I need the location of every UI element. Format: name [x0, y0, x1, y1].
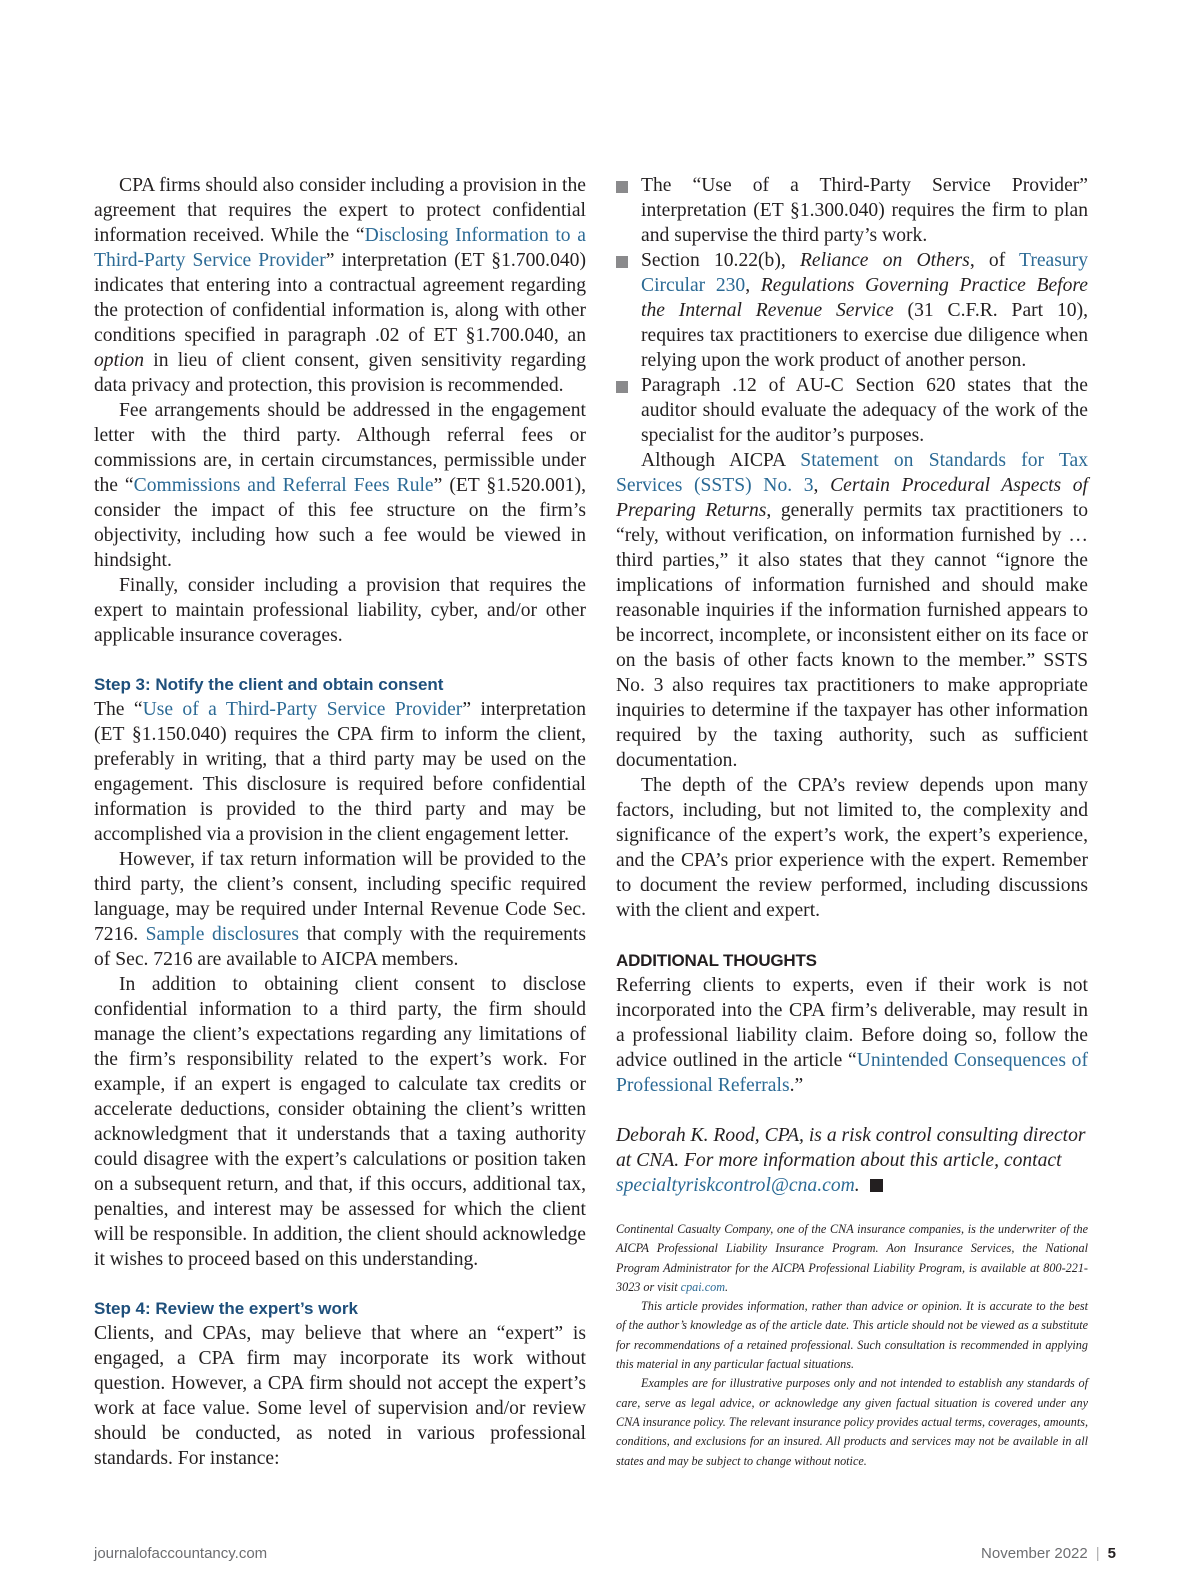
square-bullet-icon [616, 256, 628, 268]
text: . [725, 1279, 729, 1294]
text: ” interpretation (ET §1.150.040) requires the CPA firm to inform the client, preferably in writing, that a third party may be used on the engagement. This disclosure is required before confidential information is provided to the third party and may be accomplished via a provision in the client engagement letter. [94, 699, 586, 845]
footer-date: November 2022 [981, 1545, 1088, 1562]
square-bullet-icon [616, 381, 628, 393]
link-disclosing-information[interactable]: Disclosing Information to a Third-Party Service Provider [94, 225, 586, 271]
text: Paragraph .12 of AU-C Section 620 states that the auditor should evaluate the adequacy of the work of the specialist for the auditor’s purposes. [641, 375, 1088, 446]
text: Although AICPA [641, 450, 801, 471]
list-item [616, 173, 1088, 248]
link-unintended-consequences[interactable]: Unintended Consequences of Professional Referrals [616, 1050, 1089, 1096]
paragraph [94, 173, 586, 398]
text: However, if tax return information will be provided to the third party, the client’s consent, including specific required language, may be required under Internal Revenue Code Sec. 7216. [94, 849, 586, 945]
text: Fee arrangements should be addressed in the engagement letter with the third party. Although referral fees or commissions are, in certain circumstances, permissible under the “ [94, 400, 586, 496]
author-byline [616, 1123, 1088, 1198]
text: Deborah K. Rood, CPA, is a risk control consulting director at CNA. For more information about this article, contact [616, 1125, 1086, 1171]
footer-page-info [981, 1545, 1116, 1562]
text: Continental Casualty Company, one of the CNA insurance companies, is the underwriter of the AICPA Professional Liability Insurance Program. Aon Insurance Services, the National Program Administrator for the AICPA Professional Liability Program, is available at 800-221-3023 or visit [616, 1222, 1088, 1294]
link-use-of-third-party[interactable]: Use of a Third-Party Service Provider [142, 699, 463, 720]
text: , of [969, 250, 1020, 271]
emphasis: Regulations Governing Practice Before the Internal Revenue Service [641, 275, 1088, 321]
list-item [616, 248, 1088, 373]
text: The “Use of a Third-Party Service Provider” interpretation (ET §1.300.040) requires the firm to plan and supervise the third party’s work. [641, 175, 1088, 246]
email-link[interactable]: specialtyriskcontrol@cna.com [616, 1175, 855, 1196]
text: that comply with the requirements of Sec. 7216 are available to AICPA members. [94, 924, 587, 970]
step3-heading: Step 3: Notify the client and obtain consent [94, 675, 444, 694]
additional-thoughts-heading: ADDITIONAL THOUGHTS [616, 951, 817, 970]
disclaimer [616, 1220, 1088, 1471]
text: .” [789, 1075, 804, 1096]
disclaimer-paragraph [616, 1220, 1088, 1297]
list-item [616, 373, 1088, 448]
footer-separator: | [1095, 1545, 1100, 1562]
text: Section 10.22(b), [641, 250, 800, 271]
text: , generally permits tax practitioners to “rely, without verification, on information furnished by … third parties,” it also states that they cannot “ignore the implications of information furnished and should make reasonable inquiries if the information furnished appears to be incorrect, incomplete, or inconsistent either on its face or on the basis of other facts known to the member.” SSTS No. 3 also requires tax practitioners to make appropriate inquiries to determine if the taxpayer has other information required by the taxing authority, such as sufficient documentation. [616, 500, 1089, 771]
text: Referring clients to experts, even if their work is not incorporated into the CPA firm’s deliverable, may result in a professional liability claim. Before doing so, follow the advice outlined in the article “ [616, 975, 1088, 1071]
text: ” interpretation (ET §1.700.040) indicates that entering into a contractual agreement regarding the protection of confidential information is, along with other conditions specified in paragraph .02 of ET §1.700.040, an [94, 250, 586, 346]
disclaimer-paragraph: Examples are for illustrative purposes only and not intended to establish any standards of care, serve as legal advice, or acknowledge any given factual situation is covered under any CNA insurance policy. The relevant insurance policy provides actual terms, coverages, amounts, conditions, and exclusions for an insured. All products and services may not be available in all states and may be subject to change without notice. [616, 1376, 1088, 1468]
step4-heading: Step 4: Review the expert’s work [94, 1299, 358, 1318]
emphasis: Certain Procedural Aspects of Preparing Returns [616, 475, 1089, 521]
text: . [854, 1175, 860, 1196]
end-mark-icon [870, 1179, 883, 1192]
link-commissions-referral-fees[interactable]: Commissions and Referral Fees Rule [133, 475, 434, 496]
paragraph [94, 398, 586, 573]
paragraph [616, 448, 1088, 773]
text: CPA firms should also consider including a provision in the agreement that requires the expert to protect confidential information received. While the “ [94, 175, 586, 246]
left-column [94, 173, 586, 1471]
link-treasury-circular[interactable]: Treasury Circular 230 [641, 250, 1088, 296]
link-cpai[interactable]: cpai.com [680, 1279, 726, 1294]
emphasis: option [94, 350, 145, 371]
text: , [745, 275, 761, 296]
link-ssts-no3[interactable]: Statement on Standards for Tax Services (SSTS) No. 3 [616, 450, 1088, 496]
paragraph [94, 847, 586, 972]
square-bullet-icon [616, 181, 628, 193]
paragraph: In addition to obtaining client consent to disclose confidential information to a third party, the firm should manage the client’s expectations regarding any limitations of the firm’s responsibility related to the expert’s work. For example, if an expert is engaged to calculate tax credits or accelerate deductions, consider obtaining the client’s written acknowledgment that it understands that a taxing authority could disagree with the expert’s calculations or position taken on a subsequent return, and that, if this occurs, additional tax, penalties, and interest may be assessed for which the client will be responsible. In addition, the client should acknowledge it wishes to proceed based on this understanding. [94, 974, 586, 1270]
disclaimer-paragraph: This article provides information, rather than advice or opinion. It is accurate to the best of the author’s knowledge as of the article date. This article should not be viewed as a substitute for recommendations of a retained professional. Such consultation is recommended in applying this material in any particular factual situations. [616, 1299, 1088, 1372]
paragraph [616, 973, 1088, 1098]
footer-site: journalofaccountancy.com [94, 1545, 268, 1562]
paragraph [94, 697, 586, 847]
text: , [813, 475, 831, 496]
text: ” (ET §1.520.001), consider the impact of this fee structure on the firm’s objectivity, including how such a fee would be viewed in hindsight. [94, 475, 586, 571]
text: The “ [94, 699, 143, 720]
link-sample-disclosures[interactable]: Sample disclosures [145, 924, 300, 945]
paragraph: The depth of the CPA’s review depends upon many factors, including, but not limited to, the complexity and significance of the expert’s work, the expert’s experience, and the CPA’s prior experience with the expert. Remember to document the review performed, including discussions with the client and expert. [616, 775, 1088, 921]
emphasis: Reliance on Others [799, 250, 970, 271]
text: (31 C.F.R. Part 10), requires tax practitioners to exercise due diligence when relying upon the work product of another person. [641, 300, 1088, 371]
paragraph: Finally, consider including a provision that requires the expert to maintain professional liability, cyber, and/or other applicable insurance coverages. [94, 575, 586, 646]
right-column [616, 173, 1088, 1471]
paragraph: Clients, and CPAs, may believe that where an “expert” is engaged, a CPA firm may incorporate its work without question. However, a CPA firm should not accept the expert’s work at face value. Some level of supervision and/or review should be conducted, as noted in various professional standards. For instance: [94, 1323, 586, 1469]
bullet-list [616, 173, 1088, 448]
text: in lieu of client consent, given sensitivity regarding data privacy and protection, this provision is recommended. [94, 350, 586, 396]
page-number: 5 [1107, 1545, 1116, 1562]
